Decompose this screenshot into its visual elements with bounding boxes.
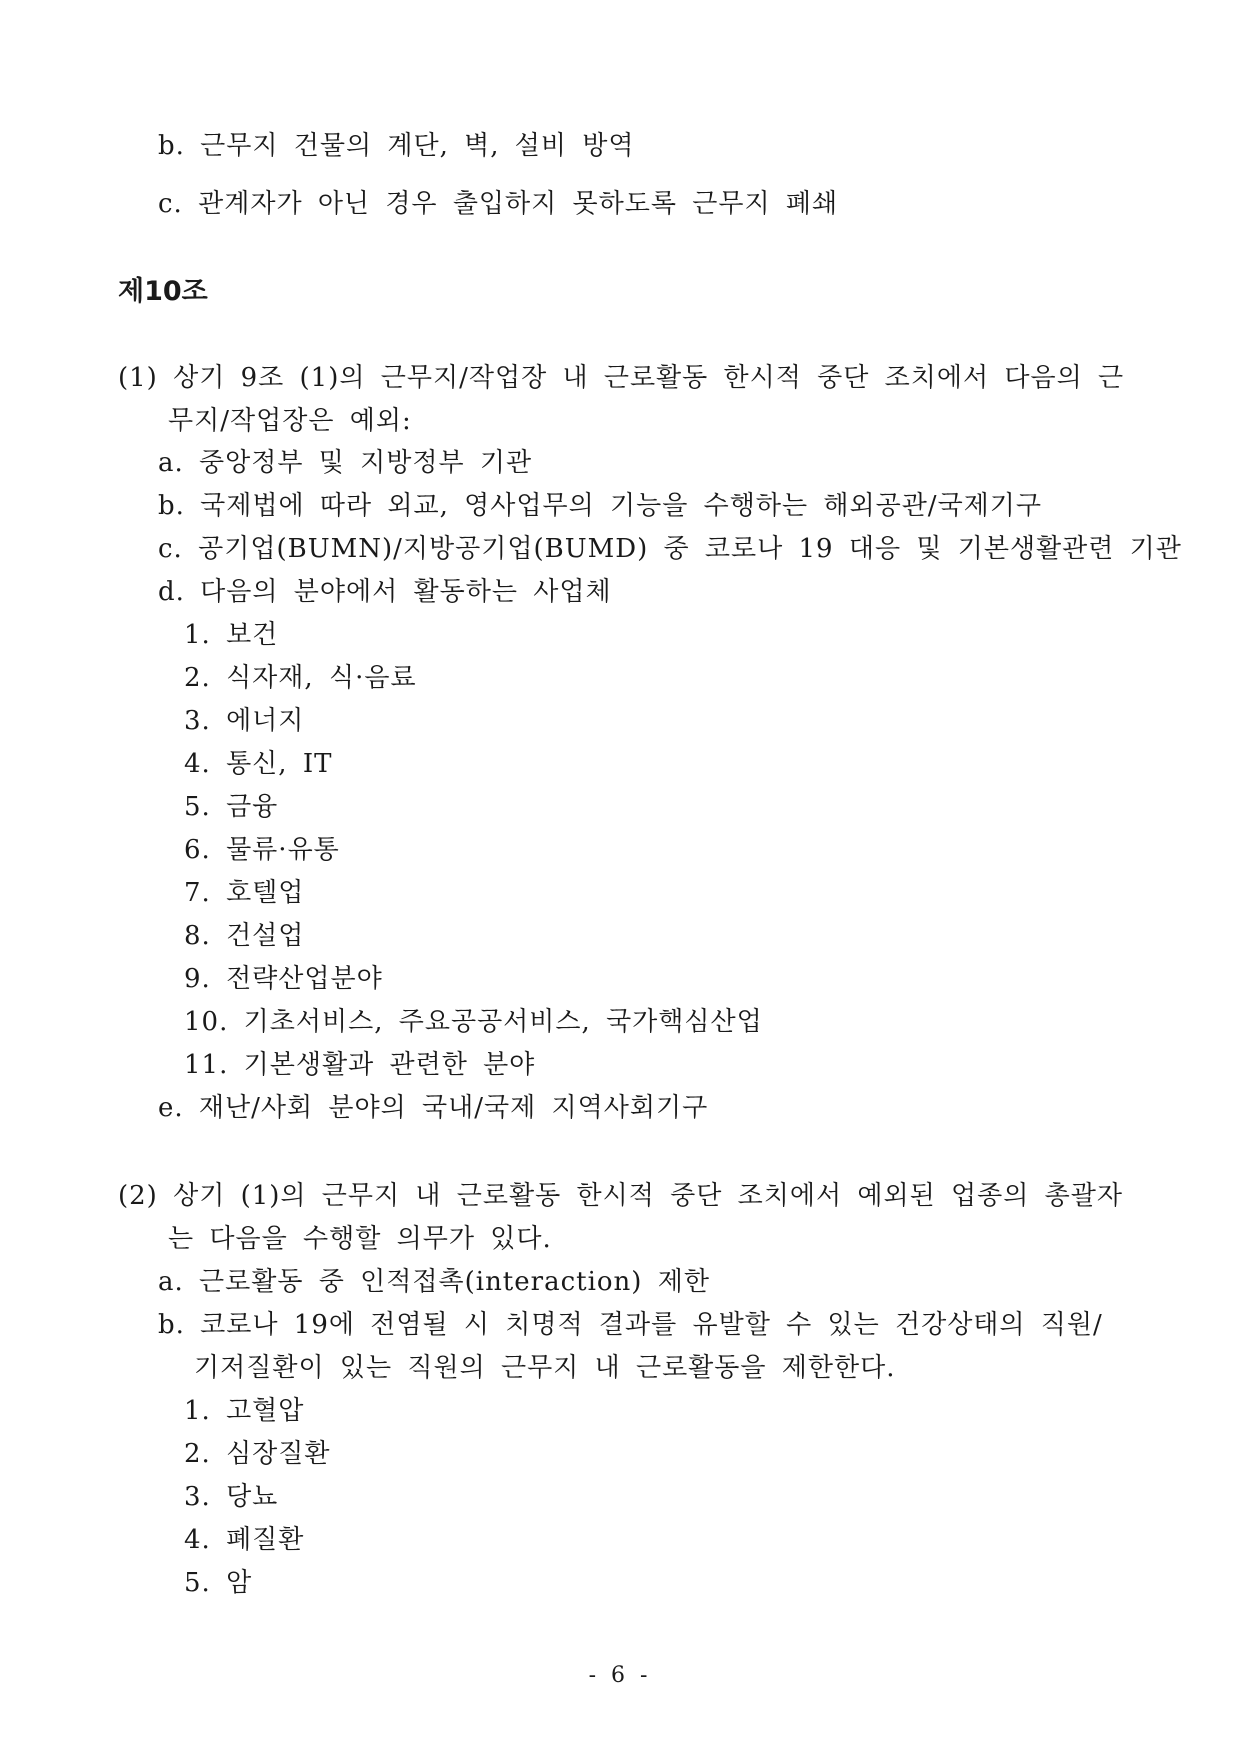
- sub-list-item: 3. 에너지: [184, 706, 305, 736]
- sub-list-item: 4. 통신, IT: [184, 749, 333, 779]
- sub-list-item: 11. 기본생활과 관련한 분야: [184, 1050, 536, 1080]
- top-list-item: c. 관계자가 아닌 경우 출입하지 못하도록 근무지 폐쇄: [158, 189, 839, 219]
- sub-list-item: 10. 기초서비스, 주요공공서비스, 국가핵심산업: [184, 1007, 763, 1037]
- sub-list-item: 7. 호텔업: [184, 878, 305, 908]
- article-title: 제10조: [118, 276, 208, 307]
- list-item: b. 국제법에 따라 외교, 영사업무의 기능을 수행하는 해외공관/국제기구: [158, 491, 1043, 521]
- list-item: a. 근로활동 중 인적접촉(interaction) 제한: [158, 1267, 710, 1297]
- sub-list-item: 2. 심장질환: [184, 1439, 331, 1469]
- sub-list-item: 5. 금융: [184, 792, 279, 822]
- sub-list-item: 5. 암: [184, 1568, 253, 1598]
- page-number: - 6 -: [588, 1663, 652, 1688]
- list-item: c. 공기업(BUMN)/지방공기업(BUMD) 중 코로나 19 대응 및 기본생활관련 기관: [158, 534, 1182, 564]
- list-item: e. 재난/사회 분야의 국내/국제 지역사회기구: [158, 1093, 709, 1123]
- paragraph-1-line-2: 무지/작업장은 예외:: [168, 406, 412, 436]
- sub-list-item: 3. 당뇨: [184, 1482, 279, 1512]
- paragraph-2-line-1: (2) 상기 (1)의 근무지 내 근로활동 한시적 중단 조치에서 예외된 업종의 총괄자: [118, 1181, 1123, 1211]
- sub-list-item: 1. 고혈압: [184, 1396, 305, 1426]
- paragraph-1-line-1: (1) 상기 9조 (1)의 근무지/작업장 내 근로활동 한시적 중단 조치에서 다음의 근: [118, 363, 1125, 393]
- list-item-continuation: 기저질환이 있는 직원의 근무지 내 근로활동을 제한한다.: [194, 1353, 896, 1383]
- sub-list-item: 4. 폐질환: [184, 1525, 305, 1555]
- paragraph-2-line-2: 는 다음을 수행할 의무가 있다.: [168, 1224, 552, 1254]
- sub-list-item: 9. 전략산업분야: [184, 964, 383, 994]
- sub-list-item: 6. 물류·유통: [184, 835, 340, 865]
- sub-list-item: 8. 건설업: [184, 921, 305, 951]
- list-item: d. 다음의 분야에서 활동하는 사업체: [158, 577, 612, 607]
- top-list-item: b. 근무지 건물의 계단, 벽, 설비 방역: [158, 131, 635, 161]
- list-item: a. 중앙정부 및 지방정부 기관: [158, 448, 533, 478]
- sub-list-item: 2. 식자재, 식·음료: [184, 663, 417, 693]
- sub-list-item: 1. 보건: [184, 620, 279, 650]
- list-item: b. 코로나 19에 전염될 시 치명적 결과를 유발할 수 있는 건강상태의 직원/: [158, 1310, 1103, 1340]
